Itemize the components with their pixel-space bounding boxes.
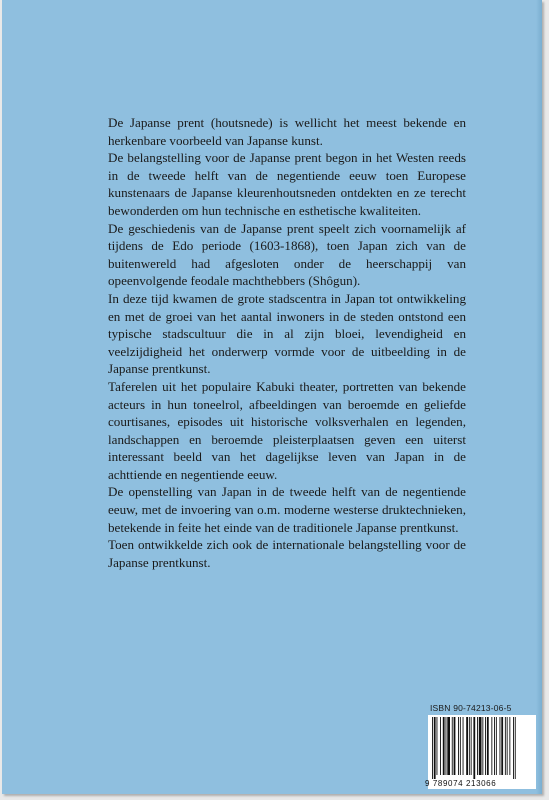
barcode-bar [454,717,456,775]
barcode-bar [458,717,459,775]
barcode-bar [466,717,468,775]
barcode-digits: 9 789074 213066 [425,779,497,788]
blurb-paragraph-5: Taferelen uit het populaire Kabuki theater, portretten van bekende acteurs in hun toneelrol, afbeeldingen van beroemde en geliefde courtisanes, episodes uit historische volksverhalen en legenden, landschappen en beroemde pleisterplaatsen geven een uiterst interessant beeld van het dagelijkse leven van Japan in de achttiende en negentiende eeuw. [108,378,466,482]
barcode-bar [469,717,470,775]
back-cover [2,0,542,794]
barcode-bar [437,717,438,775]
blurb-paragraph-3: De geschiedenis van de Japanse prent speelt zich voornamelijk af tijdens de Edo periode (1603-1868), toen Japan zich van de buitenwereld had afgesloten onder de heerschappij van opeenvolgende feodale machthebbers (Shôgun). [108,220,466,289]
blurb-paragraph-2: De belangstelling voor de Japanse prent begon in het Westen reeds in de tweede helft van de negentiende eeuw toen Europese kunstenaars de Japanse kleurenhoutsneden ontdekten en ze terecht bewonderden om hun technische en esthetische kwaliteiten. [108,150,466,218]
barcode-bar [434,717,436,779]
barcode-bar [471,717,472,775]
barcode-bar [513,717,514,779]
blurb-paragraph-6: De openstelling van Japan in de tweede helft van de negentiende eeuw, met de invoering van o.m. moderne westerse druktechnieken, betekende in feite het einde van de traditionele Japanse prentkunst. [108,484,466,535]
barcode-bars [428,717,536,779]
barcode-bar [460,717,461,775]
blurb-paragraph-7: Toen ontwikkelde zich ook de internationale belangstelling voor de Japanse prentkunst. [108,537,466,570]
barcode-bar [440,717,441,775]
barcode-bar [501,717,503,775]
barcode-bar [477,717,478,775]
barcode-bar [432,717,433,779]
barcode-bar [482,717,483,775]
barcode-bar [515,717,516,779]
barcode-bar [485,717,486,775]
barcode-bar [494,717,495,775]
barcode-bar [473,717,475,779]
barcode-bar [479,717,482,775]
blurb-text [108,114,466,571]
barcode-bar [500,717,501,775]
barcode-bar [487,717,489,775]
barcode-bar [452,717,453,775]
barcode-bar [443,717,445,775]
barcode-bar [447,717,450,775]
blurb-paragraph-4: In deze tijd kwamen de grote stadscentra in Japan tot ontwikkeling en met de groei van het aantal inwoners in de steden ontstond een typische stadscultuur die in al zijn bloei, levendigheid en veelzijdigheid het onderwerp vormde voor de uitbeelding in de Japanse prentkunst. [108,290,466,377]
blurb-paragraph-1: De Japanse prent (houtsnede) is wellicht het meest bekende en herkenbare voorbeeld van Japanse kunst. [108,115,466,148]
barcode-bar [463,717,464,775]
barcode-bar [509,717,510,775]
barcode-bar [446,717,447,775]
barcode-bar [505,717,506,775]
barcode-bar [491,717,492,775]
isbn-label: ISBN 90-74213-06-5 [430,703,512,713]
barcode-bar [496,717,497,775]
cover-edge [536,0,542,794]
barcode-area [422,703,536,789]
barcode-bar [507,717,508,775]
